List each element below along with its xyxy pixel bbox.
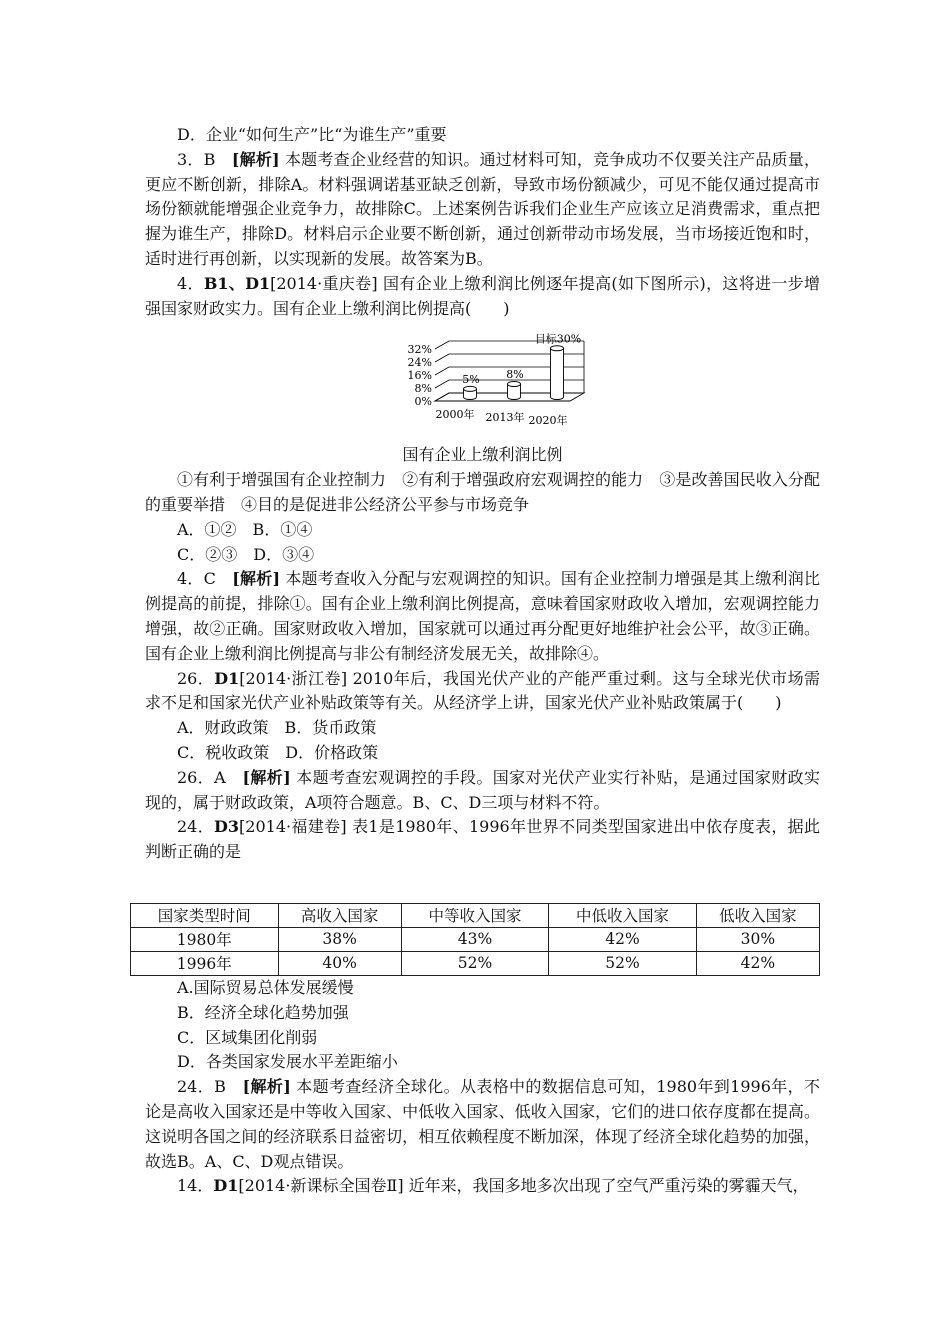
table-cell: 1996年: [131, 951, 279, 975]
y-tick-label: 0%: [414, 395, 432, 409]
profit-ratio-chart: [145, 323, 820, 439]
table-header-row: [131, 903, 820, 927]
bar-cylinder-top: [551, 346, 564, 351]
document-page: [145, 123, 820, 1199]
table-header: 中低收入国家: [549, 903, 697, 927]
chart-side-gridline: [435, 354, 449, 362]
table-row: [131, 951, 820, 975]
table-cell: 52%: [401, 951, 549, 975]
y-tick-label: 8%: [414, 382, 432, 396]
question-24-option-c: C．区域集团化削弱: [177, 1027, 318, 1047]
question-26-options-ab: A．财政政策 B．货币政策: [177, 718, 377, 738]
question-4-items: ①有利于增强国有企业控制力 ②有利于增强政府宏观调控的能力 ③是改善国民收入分配的重要举措 ④目的是促进非公经济公平参与市场竞争: [145, 470, 820, 514]
table-header: 国家类型时间: [131, 903, 279, 927]
x-tick-label: 2020年: [528, 414, 568, 428]
bar-data-label: 5%: [462, 373, 480, 387]
question-26-options-cd: C．税收政策 D．价格政策: [177, 742, 379, 762]
table-cell: 30%: [696, 927, 819, 951]
chart-side-gridline: [435, 341, 449, 349]
table-cell: 52%: [549, 951, 697, 975]
bar-data-label: 8%: [506, 368, 524, 382]
table-cell: 40%: [278, 951, 401, 975]
chart-title: 国有企业上缴利润比例: [402, 445, 563, 465]
answer-3: 3．B [解析] 本题考查企业经营的知识。通过材料可知，竞争成功不仅要关注产品质量，更应不断创新，排除A。材料强调诺基亚缺乏创新，导致市场份额减少，可见不能仅通过提高市场份额就能增强企业竞争力，故排除C。上述案例告诉我们企业生产应该立足消费需求，重点把握为谁生产，排除D。材料启示企业要不断创新，通过创新带动市场发展，当市场接近饱和时，适时进行再创新，以实现新的发展。故答案为B。: [145, 149, 820, 268]
y-tick-label: 24%: [407, 356, 432, 370]
chart-side-gridline: [435, 367, 449, 375]
y-tick-label: 32%: [407, 343, 432, 357]
answer-24: 24．B [解析] 本题考查经济全球化。从表格中的数据信息可知，1980年到1996年，不论是高收入国家还是中等收入国家、中低收入国家、低收入国家，它们的进口依存度都在提高。这说明各国之间的经济联系日益密切，相互依赖程度不断加深，体现了经济全球化趋势的加强，故选B。A、C、D观点错误。: [145, 1077, 820, 1171]
answer-26: 26．A [解析] 本题考查宏观调控的手段。国家对光伏产业实行补贴，是通过国家财政实现的，属于财政政策，A项符合题意。B、C、D三项与材料不符。: [145, 767, 820, 812]
dependence-table: [130, 903, 820, 976]
bar-data-label: 目标30%: [534, 332, 582, 346]
chart-side-gridline: [435, 380, 449, 388]
y-tick-label: 16%: [407, 369, 432, 383]
answer-4: 4．C [解析] 本题考查收入分配与宏观调控的知识。国有企业控制力增强是其上缴利润比例提高的前提，排除①。国有企业上缴利润比例提高，意味着国家财政收入增加，宏观调控能力增强，故②正确。国家财政收入增加，国家就可以通过再分配更好地维护社会公平，故③正确。国有企业上缴利润比例提高与非公有制经济发展无关，故排除④。: [145, 569, 820, 663]
table-cell: 43%: [401, 927, 549, 951]
table-row: [131, 927, 820, 951]
chart-svg: [395, 323, 635, 439]
table-cell: 38%: [278, 927, 401, 951]
question-4: 4．B1、D1[2014·重庆卷] 国有企业上缴利润比例逐年提高(如下图所示)，这将进一步增强国家财政实力。国有企业上缴利润比例提高( ): [145, 273, 820, 318]
question-24-option-d: D．各类国家发展水平差距缩小: [177, 1052, 398, 1072]
table-cell: 42%: [549, 927, 697, 951]
bar-cylinder-top: [508, 382, 521, 387]
table-header: 高收入国家: [278, 903, 401, 927]
x-tick-label: 2013年: [485, 411, 525, 425]
question-24: 24．D3[2014·福建卷] 表1是1980年、1996年世界不同类型国家进出中依存度表，据此判断正确的是: [145, 817, 820, 862]
table-cell: 42%: [696, 951, 819, 975]
table-header: 中等收入国家: [401, 903, 549, 927]
bar-cylinder-top: [464, 387, 477, 392]
question-24-option-b: B．经济全球化趋势加强: [177, 1002, 349, 1022]
question-24-option-a: A.国际贸易总体发展缓慢: [177, 977, 354, 997]
question-26: 26．D1[2014·浙江卷] 2010年后，我国光伏产业的产能严重过剩。这与全球光伏市场需求不足和国家光伏产业补贴政策等有关。从经济学上讲，国家光伏产业补贴政策属于( ): [145, 668, 820, 713]
question-4-options-cd: C．②③ D．③④: [177, 544, 315, 564]
x-tick-label: 2000年: [435, 408, 475, 422]
bar-cylinder: [551, 349, 564, 400]
question-4-options-ab: A．①② B．①④: [177, 519, 313, 539]
table-cell: 1980年: [131, 927, 279, 951]
table-header: 低收入国家: [696, 903, 819, 927]
question-14: 14．D1[2014·新课标全国卷Ⅱ] 近年来，我国多地多次出现了空气严重污染的雾霾天气，: [177, 1176, 809, 1196]
option-d-previous: D．企业“如何生产”比“为谁生产”重要: [177, 125, 447, 144]
